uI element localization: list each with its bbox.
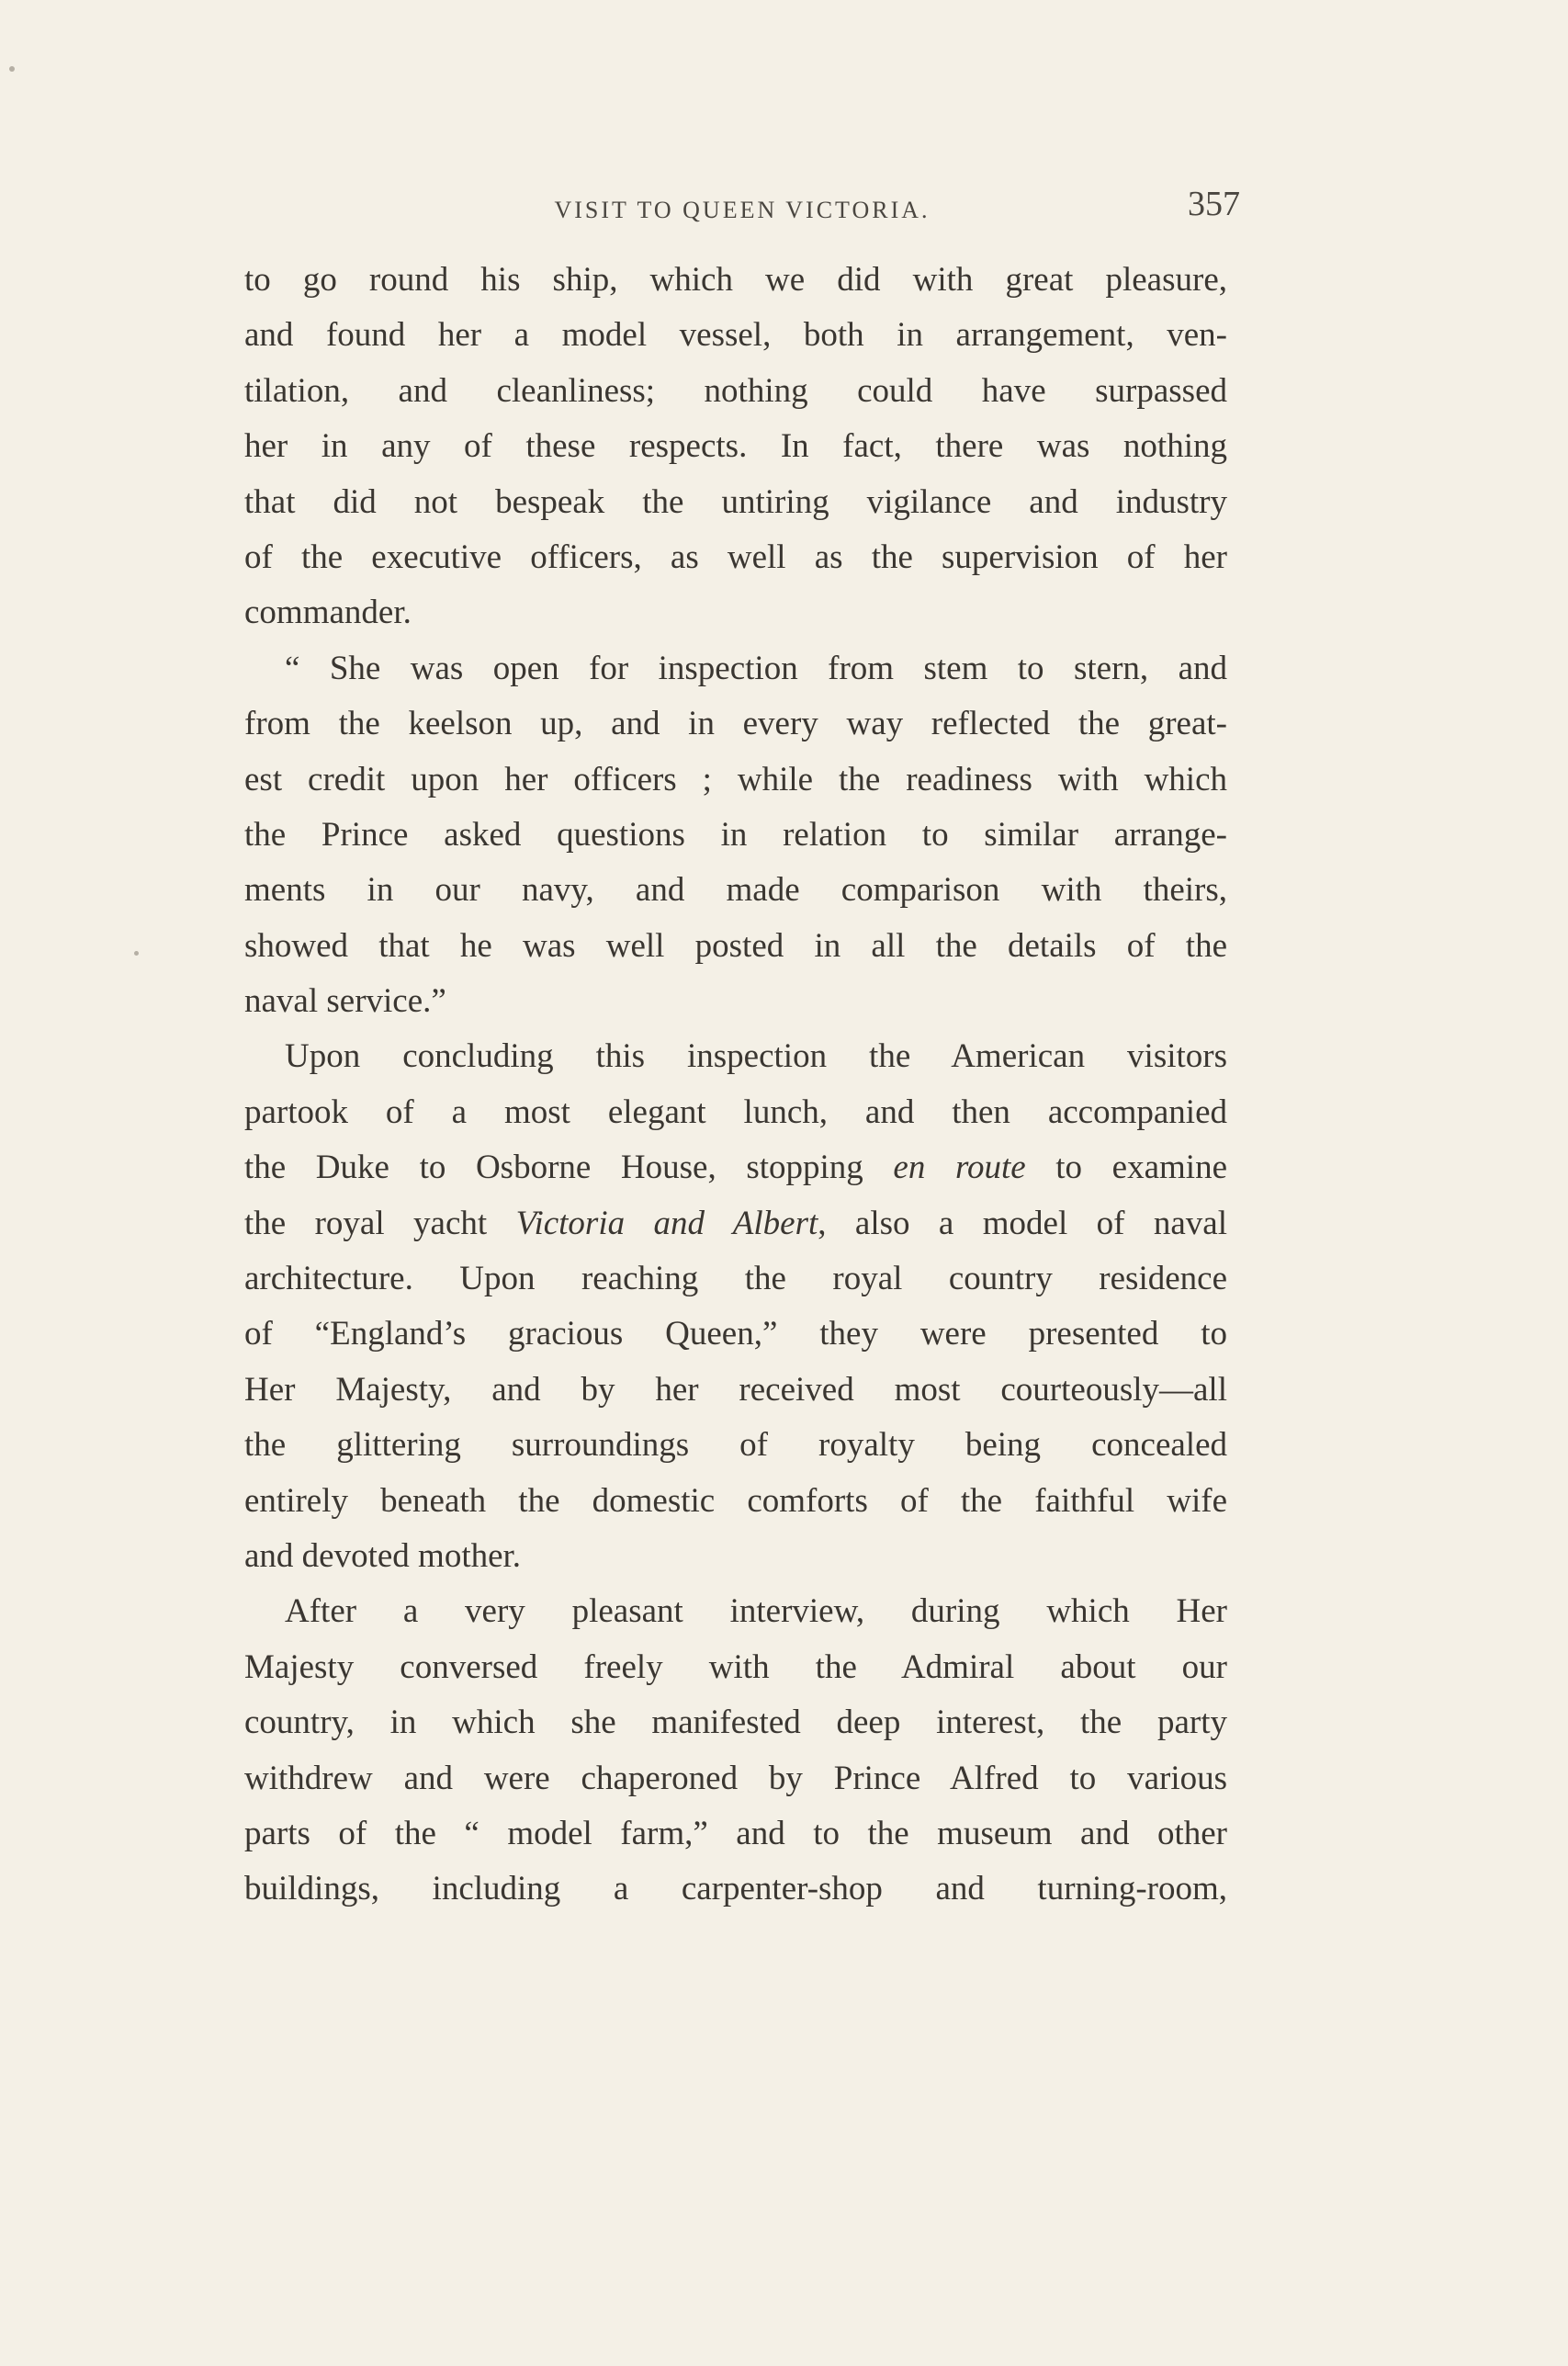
text-line: of “England’s gracious Queen,” they were presented to <box>244 1315 1227 1353</box>
text-line-mixed <box>244 1196 1227 1251</box>
text-segment: , also a model of naval <box>818 1204 1227 1242</box>
text-line: country, in which she manifested deep interest, the party <box>244 1704 1227 1742</box>
text-line: of the executive officers, as well as the supervision of her <box>244 538 1227 576</box>
text-line: her in any of these respects. In fact, there was nothing <box>244 427 1227 466</box>
paper-speck <box>9 66 15 72</box>
text-line: Upon concluding this inspection the American visitors <box>285 1037 1227 1076</box>
italic-phrase: en route <box>893 1149 1026 1187</box>
paper-speck <box>134 951 139 956</box>
text-line: “ She was open for inspection from stem to stern, and <box>285 649 1227 687</box>
text-line: ments in our navy, and made comparison with theirs, <box>244 871 1227 910</box>
text-line: entirely beneath the domestic comforts of the faithful wife <box>244 1481 1227 1520</box>
text-segment: the Duke to Osborne House, stopping <box>244 1149 894 1187</box>
text-line: parts of the “ model farm,” and to the museum and other <box>244 1814 1227 1852</box>
text-segment: to examine <box>1025 1149 1227 1187</box>
text-line: withdrew and were chaperoned by Prince Alfred to various <box>244 1759 1227 1797</box>
text-line: Her Majesty, and by her received most courteously—all <box>244 1370 1227 1409</box>
running-head-title: VISIT TO QUEEN VICTORIA. <box>554 197 931 223</box>
text-line: the Prince asked questions in relation to similar arrange- <box>244 815 1227 854</box>
text-line: and found her a model vessel, both in arrangement, ven- <box>244 316 1227 355</box>
text-line: After a very pleasant interview, during which Her <box>285 1592 1227 1631</box>
text-line: from the keelson up, and in every way reflected the great- <box>244 705 1227 743</box>
text-line: to go round his ship, which we did with great pleasure, <box>244 261 1227 299</box>
text-line: the glittering surroundings of royalty being concealed <box>244 1426 1227 1465</box>
text-line: showed that he was well posted in all the details of the <box>244 926 1227 965</box>
text-line: commander. <box>244 594 412 632</box>
page-number: 357 <box>1188 185 1240 223</box>
text-line: est credit upon her officers ; while the readiness with which <box>244 760 1227 798</box>
text-segment: the royal yacht <box>244 1204 516 1242</box>
text-line: tilation, and cleanliness; nothing could have surpassed <box>244 371 1227 410</box>
body-text <box>244 253 1227 1918</box>
text-line: Majesty conversed freely with the Admiral about our <box>244 1647 1227 1686</box>
text-line: naval service.” <box>244 982 446 1021</box>
text-line-mixed <box>244 1140 1227 1195</box>
text-line: that did not bespeak the untiring vigilance and industry <box>244 482 1227 521</box>
text-line: buildings, including a carpenter-shop and turning-room, <box>244 1870 1227 1908</box>
text-line: and devoted mother. <box>244 1536 522 1575</box>
text-line: architecture. Upon reaching the royal country residence <box>244 1260 1227 1298</box>
yacht-name: Victoria and Albert <box>515 1204 818 1242</box>
text-line: partook of a most elegant lunch, and then accompanied <box>244 1092 1227 1131</box>
running-head <box>244 184 1240 239</box>
